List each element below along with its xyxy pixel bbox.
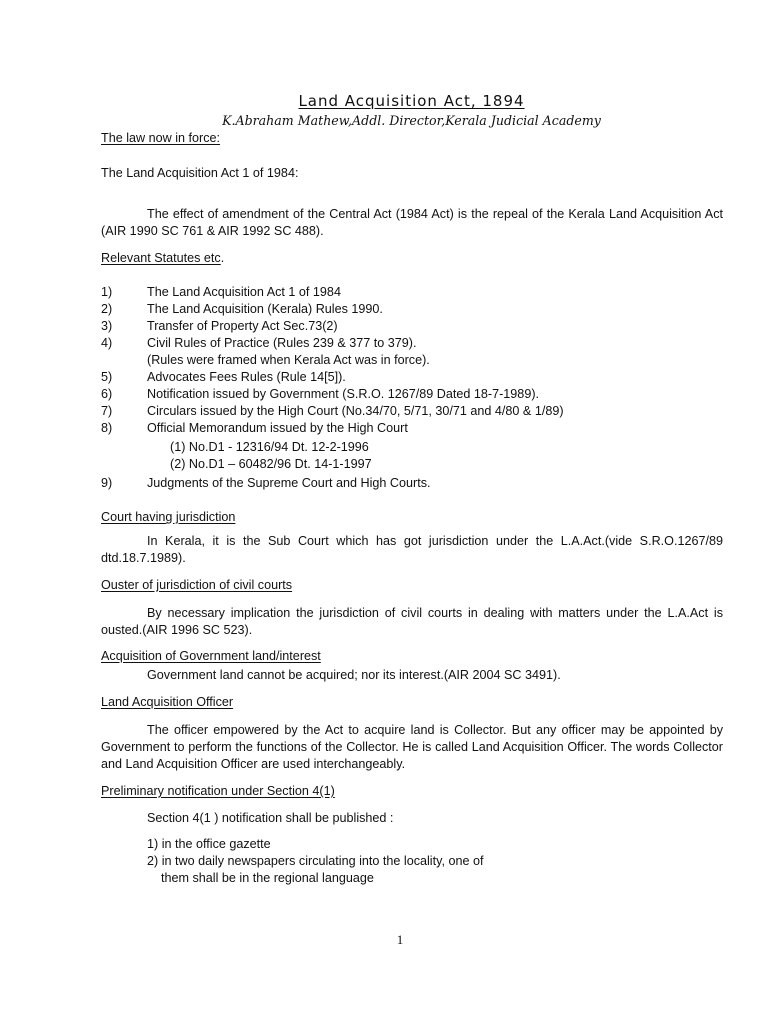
paragraph-ouster: [101, 605, 723, 639]
paragraph-la-officer-text: The officer empowered by the Act to acquire land is Collector. But any officer may be appointed by Government to perform the functions of the Collector. He is called Land Acquisition Officer. The words Collector and Land Acquisition Officer are used interchangeably.: [101, 723, 723, 771]
heading-relevant-statutes-suffix: .: [220, 251, 225, 265]
paragraph-court-jurisdiction-text: In Kerala, it is the Sub Court which has got jurisdiction under the L.A.Act.(vide S.R.O.1267/89 dtd.18.7.1989).: [101, 534, 723, 565]
paragraph-amendment: [101, 206, 723, 240]
statute-item-text: Civil Rules of Practice (Rules 239 & 377 to 379).: [147, 336, 417, 350]
heading-preliminary-notification: Preliminary notification under Section 4(1): [101, 784, 335, 798]
memorandum-sub-item: (2) No.D1 – 60482/96 Dt. 14-1-1997: [170, 457, 372, 471]
publication-item: 1) in the office gazette: [147, 837, 271, 851]
document-title: Land Acquisition Act, 1894: [298, 92, 525, 110]
publication-item-continuation: them shall be in the regional language: [161, 871, 374, 885]
statute-item: [101, 336, 417, 350]
publication-item: 2) in two daily newspapers circulating into the locality, one of: [147, 854, 484, 868]
statute-item-number: 1): [101, 285, 113, 299]
memorandum-sub-item: (1) No.D1 - 12316/94 Dt. 12-2-1996: [170, 440, 369, 454]
heading-relevant-statutes: [101, 251, 224, 265]
statute-item-note: [101, 353, 430, 367]
statute-item-number: 6): [101, 387, 113, 401]
paragraph-court-jurisdiction: [101, 533, 723, 567]
heading-law-in-force: The law now in force:: [101, 131, 220, 145]
statute-item: [101, 404, 564, 418]
paragraph-amendment-text: The effect of amendment of the Central Act (1984 Act) is the repeal of the Kerala Land Acquisition Act (AIR 1990 SC 761 & AIR 1992 SC 488).: [101, 207, 723, 238]
heading-ouster: Ouster of jurisdiction of civil courts: [101, 578, 293, 592]
statute-item-number: 5): [101, 370, 113, 384]
heading-relevant-statutes-text: Relevant Statutes etc: [101, 251, 221, 265]
heading-court-jurisdiction: Court having jurisdiction: [101, 510, 236, 524]
statute-item: [101, 387, 539, 401]
page-number: 1: [396, 932, 404, 947]
act-line: The Land Acquisition Act 1 of 1984:: [101, 166, 299, 180]
statute-item: [101, 370, 346, 384]
statute-item-number: 8): [101, 421, 113, 435]
statute-item-number: 3): [101, 319, 113, 333]
statute-item-text: Judgments of the Supreme Court and High Courts.: [147, 476, 431, 490]
statute-item-text: Transfer of Property Act Sec.73(2): [147, 319, 338, 333]
heading-la-officer: Land Acquisition Officer: [101, 695, 234, 709]
statute-item-text: The Land Acquisition (Kerala) Rules 1990.: [147, 302, 383, 316]
paragraph-ouster-text: By necessary implication the jurisdiction of civil courts in dealing with matters under the L.A.Act is ousted.(AIR 1996 SC 523).: [101, 606, 723, 637]
statute-item-text: (Rules were framed when Kerala Act was in force).: [147, 353, 430, 367]
statute-item-text: Official Memorandum issued by the High Court: [147, 421, 408, 435]
statute-item: [101, 302, 383, 316]
statute-item-text: The Land Acquisition Act 1 of 1984: [147, 285, 341, 299]
statute-item-text: Advocates Fees Rules (Rule 14[5]).: [147, 370, 346, 384]
statute-item-number: 9): [101, 476, 113, 490]
statute-item: [101, 421, 408, 435]
statute-item-text: Notification issued by Government (S.R.O. 1267/89 Dated 18-7-1989).: [147, 387, 540, 401]
section-4-intro: Section 4(1 ) notification shall be published :: [147, 811, 394, 825]
statute-item-text: Circulars issued by the High Court (No.34/70, 5/71, 30/71 and 4/80 & 1/89): [147, 404, 564, 418]
heading-government-land: Acquisition of Government land/interest: [101, 649, 321, 663]
statute-item-number: 4): [101, 336, 113, 350]
paragraph-government-land: Government land cannot be acquired; nor its interest.(AIR 2004 SC 3491).: [147, 668, 561, 682]
statute-item: [101, 285, 341, 299]
statute-item: [101, 476, 431, 490]
statute-item-number: 7): [101, 404, 113, 418]
paragraph-la-officer: [101, 722, 723, 773]
statute-item: [101, 319, 338, 333]
statute-item-number: 2): [101, 302, 113, 316]
document-author: K.Abraham Mathew,Addl. Director,Kerala Judicial Academy: [222, 113, 601, 128]
